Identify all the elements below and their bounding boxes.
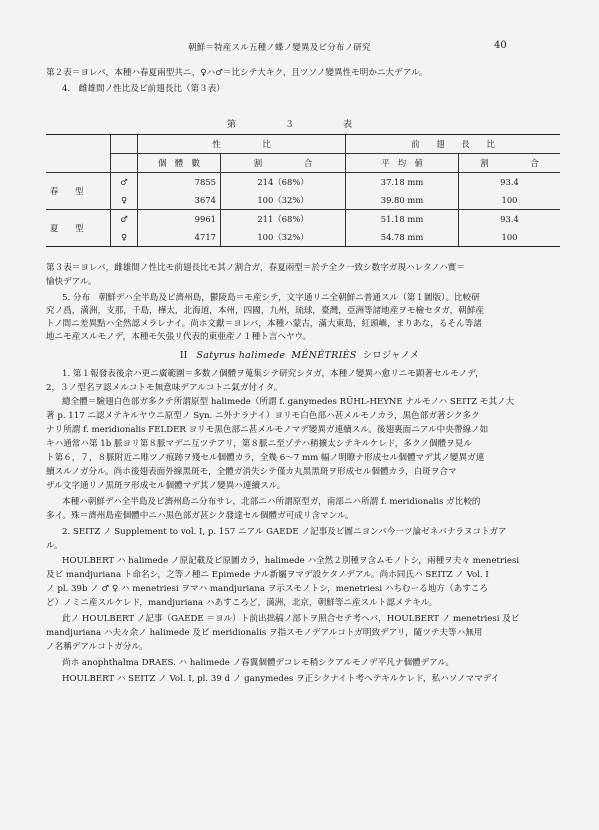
sex-cell: ♀ (111, 228, 138, 247)
paragraph-line: 第３表＝ヨレバ，雌雄間ノ性比モ前翅長比モ其ノ割合ガ，春夏兩型＝於テ全ク一致シ数字ガ現ハレタノハ實＝ (46, 263, 465, 273)
avg-cell: 51.18 mm (346, 210, 459, 229)
count-cell: 7855 (138, 173, 221, 192)
page-number: 40 (494, 40, 507, 51)
paragraph-line: ナリ所謂 f. meridionalis FELDER ヨリモ黒色部ニ甚メルモノマデ變異ガ連續スル。後翅裏面ニアル中央帶線ノ如 (46, 425, 489, 435)
sex-cell: ♂ (111, 173, 138, 192)
length-ratio-cell: 100 (459, 228, 561, 247)
ratio-cell: 214（68%） (221, 173, 346, 192)
table-header-sex-ratio: 性 比 (138, 135, 346, 154)
paragraph-line: 愉快デアル。 (46, 277, 97, 287)
col-count: 個 體 數 (138, 154, 221, 173)
paragraph-line: 第２表＝ヨレバ，本種ハ春夏兩型共ニ，♀ハ♂＝比シテ大キク，且ツソノ變異性モ明かニ大デアル。 (46, 68, 428, 78)
avg-cell: 54.78 mm (346, 228, 459, 247)
paragraph-line: 續スルノガ分ル。尚ホ後翅表面外線黑斑モ，全體ガ消失シテ僅カ丸黑黑斑ヲ形成セル個體カラ，白斑ヲ合マ (46, 467, 457, 477)
paragraph-line: トノ間ニ差異點ハ全然認メラレナイ。尚ホ文獻＝ヨレバ，本種ハ蒙古，滿大東島，紅頭嶼，まりあな，るそん等諸 (46, 319, 482, 329)
season-label: 春 型 (46, 173, 111, 210)
japanese-name: シロジャノメ (362, 350, 420, 361)
season-label: 夏 型 (46, 210, 111, 247)
table-row (46, 191, 560, 210)
paragraph-line: HOULBERT ハ SEITZ ノ Vol. I, pl. 39 d ノ ganymedes ヲ正シクナイト考ヘテキルケレド，私ハソノママデイ (62, 674, 500, 684)
section-heading (0, 347, 599, 361)
species-name: Satyrus halimede (196, 350, 286, 361)
paragraph-line: 總全體＝驗翅白色部ガ多クテ所謂原型 halimede（所謂 f. ganymedes RÜHL-HEYNE ナルモノハ SEITZ モ其ノ大 (62, 397, 515, 407)
running-header (0, 41, 599, 55)
length-ratio-cell: 100 (459, 191, 561, 210)
paragraph-line: 多イ。殊＝濟州島産個體中ニハ黒色部ガ甚シク發達セル個體ガ可成リ含マンル。 (46, 511, 354, 521)
length-ratio-cell: 93.4 (500, 177, 519, 187)
paragraph-line: 2，３ノ型名ヲ認メルコトモ無意味デアルコトニ氣ガ付イタ。 (46, 383, 283, 393)
table-header-wing-length: 前 翅 長 比 (346, 135, 561, 154)
avg-cell: 39.80 mm (346, 191, 459, 210)
paragraph-line: 此ノ HOULBERT ノ記事（GAEDE ＝ヨル）ト前出拙稿ノ部トヲ照合セテ考ヘバ，HOULBERT ノ menetriesi 及ビ (62, 614, 520, 624)
table-row (46, 210, 560, 229)
col-ratio: 割 合 (221, 154, 346, 173)
table-row (46, 173, 560, 192)
paragraph-line: 5. 分布 朝鮮デハ全半島及ビ濟州島，鬱陵島＝モ産シテ，文字通リニ全朝鮮ニ普通スル（第１圖版）。比較研 (62, 293, 480, 303)
ratio-cell: 100（32%） (221, 228, 346, 247)
paragraph-line: 究ノ爲，満洲，支那，千島，樺太，北海道，本州，四國，九州，琉球，臺灣，亞洲等諸地産ヲモ檢セタガ，朝鮮産 (46, 306, 484, 316)
ratio-cell: 211（68%） (221, 210, 346, 229)
section-number: II (179, 350, 188, 361)
paragraph-line: ル。 (46, 541, 63, 551)
paragraph-line: 地ニモ産スルモノデ，本種モ矢張リ代表的東亜產ノ１種ト言ヘヤウ。 (46, 332, 312, 342)
col-avg: 平 均 値 (346, 154, 459, 173)
ratio-cell: 100（32%） (221, 191, 346, 210)
paragraph-line: ど）ノミニ産スルケレド，mandjuriana ハあすころど，満洲，北京，朝鮮等ニ産スルト認メテキル。 (46, 598, 438, 608)
species-author: MÉNÉTRIÈS (291, 350, 357, 361)
sex-cell: ♂ (111, 210, 138, 229)
table-row (46, 228, 560, 247)
paragraph-line: HOULBERT ハ halimede ノ原記載及ビ原圖カラ，halimede ハ全然２別種ヲ含ムモノトシ，兩種ヲ夫々 menetriesi (62, 556, 520, 566)
paragraph-line: mandjuriana ハ夫々余ノ halimede 及ビ meridionalis ヲ指スモノデアルコトガ明致デアリ，隨ツテ夫等ハ無用 (46, 628, 483, 638)
paragraph-line: ノ pl. 39b ノ ♂ ♀ ハ menetriesi ヲマハ mandjuriana ヲ示スモノトシ，menetriesi ハちむーる地方（あすころ (46, 584, 488, 594)
paragraph-line: 著 p. 117 ニ認メテキルヤウニ原型ノ Syn. ニ外ナラナイ）ヨリモ白色部ハ甚メルモノカラ，黒色部ガ著シク多ク (46, 411, 480, 421)
paragraph-line: ザル文字通リノ黒斑ヲ形成セル個體マデ其ノ變異ハ連續スル。 (46, 481, 286, 491)
length-ratio-cell: 93.4 (500, 214, 519, 224)
col-length-ratio: 割 合 (459, 154, 561, 173)
data-table (46, 134, 560, 247)
paragraph-line: ノ名稱デアルコトガ分ル。 (46, 642, 148, 652)
subsection-heading: 4. 雌雄間ノ性比及ビ前翅長比（第３表） (62, 84, 225, 94)
paragraph-line: 尚ホ anophthalma DRAES. ハ halimede ノ春翼個體デコレモ稍シクアルモノデ平凡ナ個體デアル。 (62, 658, 455, 668)
header-title: 朝鮮＝特産スル五種ノ蝶ノ變異及ビ分布ノ研究 (188, 43, 371, 53)
paragraph-line: 本種ハ朝鮮デハ全半島及ビ濟州島ニ分布サレ，北部ニハ所謂原型ガ，南部ニハ所謂 f. meridionalis ガ比較的 (62, 497, 481, 507)
count-cell: 9961 (138, 210, 221, 229)
table-title: 第 ３ 表 (226, 120, 372, 130)
paragraph-line: 1. 第１報發表後余ハ更ニ廣範圍＝多数ノ個體ヲ蒐集シテ研究シタガ，本種ノ變異ハ愈リニモ顕著セルモノデ， (62, 369, 484, 379)
count-cell: 4717 (138, 228, 221, 247)
paragraph-line: 2. SEITZ ノ Supplement to vol. I, p. 157 ニアル GAEDE ノ記事及ビ圖ニヨンバ今一ツ論ゼネバナラヌコトガア (62, 527, 507, 537)
avg-cell: 37.18 mm (346, 173, 459, 192)
paragraph-line: キハ通常ハ第 1b 脈ヨリ第８脈マデニ互ツテアリ，第８脈ニ至ゾテハ稍擴太シテキルケレド，多クノ個體ヲ見ル (46, 439, 472, 449)
sex-cell: ♀ (111, 191, 138, 210)
count-cell: 3674 (138, 191, 221, 210)
paragraph-line: 及ビ mandjuriana ト命名シ，之等ノ種ニ Epimede ナル新屬ヲマデ設ケタノデアル。尚ホ同氏ハ SEITZ ノ Vol. I (46, 570, 489, 580)
paragraph-line: ト第６，７，８脈附近ニ唯ツノ痕跡ヲ殘セル個體カラ，全幾 6〜7 mm 幅ノ明瞭ナ形成セル個體マデ其ノ變異ガ連 (46, 453, 485, 463)
